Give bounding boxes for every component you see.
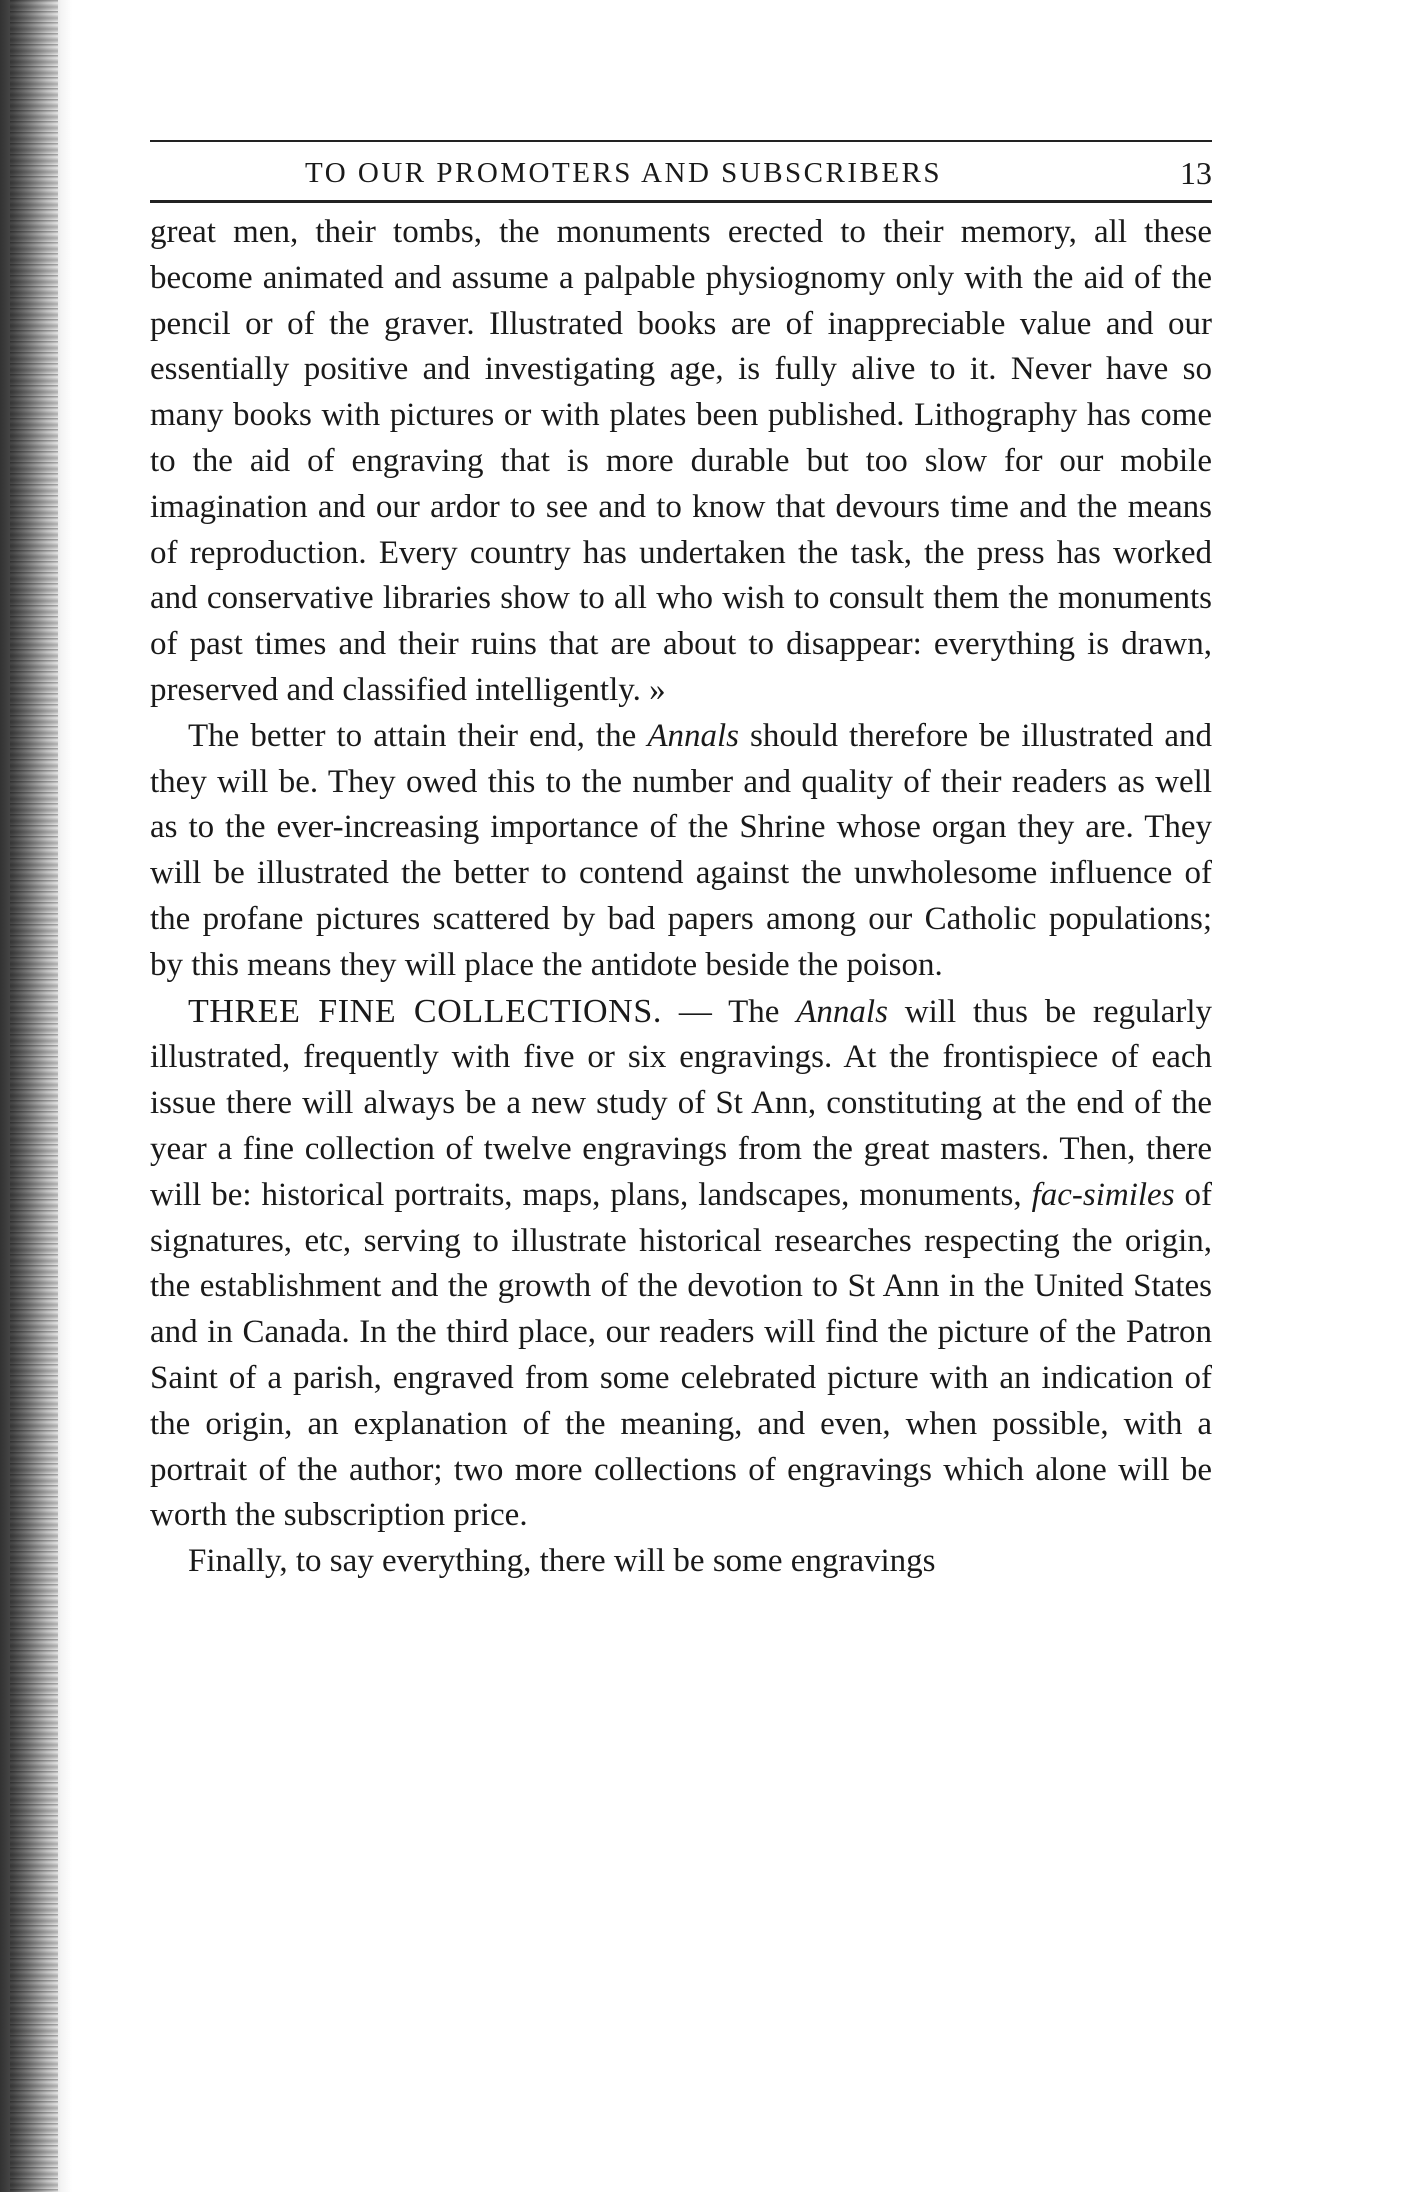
- paragraph-3: [150, 989, 1212, 1540]
- page-header: [150, 150, 1212, 196]
- paragraph-2-italic: Annals: [647, 717, 739, 754]
- paragraph-4: [150, 1539, 1212, 1585]
- header-rule-bottom: [150, 200, 1212, 203]
- paragraph-1-text: great men, their tombs, the monuments erected to their memory, all these become animated and assume a palpable physiognomy only with the aid of the pencil or of the graver. Illustrated books are of inappreciable value and our essentially positive and investigating age, is fully alive to it. Never have so many books with pictures or with plates been published. Lithography has come to the aid of engraving that is more durable but too slow for our mobile imagination and our ardor to see and to know that devours time and the means of reproduction. Every country has undertaken the task, the press has worked and conservative libraries show to all who wish to consult them the monuments of past times and their ruins that are about to disappear: everything is drawn, preserved and classified intelligently. »: [150, 214, 1212, 708]
- section-heading: THREE FINE COLLECTIONS.: [188, 992, 662, 1030]
- paragraph-2-text-a: The better to attain their end, the: [188, 717, 648, 754]
- running-head: TO OUR PROMOTERS AND SUBSCRIBERS: [305, 156, 943, 189]
- body-text: [150, 210, 1212, 1585]
- paragraph-3-text-b: of signatures, etc, serving to illustrate historical researches respecting the origin, the establishment and the growth of the devotion to St Ann in the United States and in Canada. In the third place, our readers will find the picture of the Patron Saint of a parish, engraved from some celebrated picture with an indication of the origin, an explanation of the meaning, and even, when possible, with a portrait of the author; two more collections of engravings which alone will be worth the subscription price.: [150, 1176, 1212, 1534]
- paragraph-3-dash: — The: [661, 993, 797, 1030]
- paragraph-3-text-a: will thus be regularly illustrated, frequently with five or six engravings. At the frontispiece of each issue there will always be a new study of St Ann, constituting at the end of the year a fine collection of twelve engravings from the great masters. Then, there will be: historical portraits, maps, plans, landscapes, monuments,: [150, 993, 1212, 1213]
- paragraph-3-italic-2: fac-similes: [1031, 1176, 1175, 1213]
- paragraph-3-italic-1: Annals: [796, 993, 888, 1030]
- paragraph-2-text-b: should therefore be illustrated and they will be. They owed this to the number and quality of their readers as well as to the ever-increasing importance of the Shrine whose organ they are. They will be illustrated the better to contend against the unwholesome influence of the profane pictures scattered by bad papers among our Catholic populations; by this means they will place the antidote beside the poison.: [150, 717, 1212, 983]
- gutter-scan-noise: [10, 0, 58, 2192]
- header-rule-top: [150, 140, 1212, 142]
- paragraph-4-text: Finally, to say everything, there will be some engravings: [188, 1543, 936, 1580]
- paragraph-2: [150, 714, 1212, 989]
- paragraph-1: [150, 210, 1212, 714]
- page-number: 13: [1180, 154, 1212, 191]
